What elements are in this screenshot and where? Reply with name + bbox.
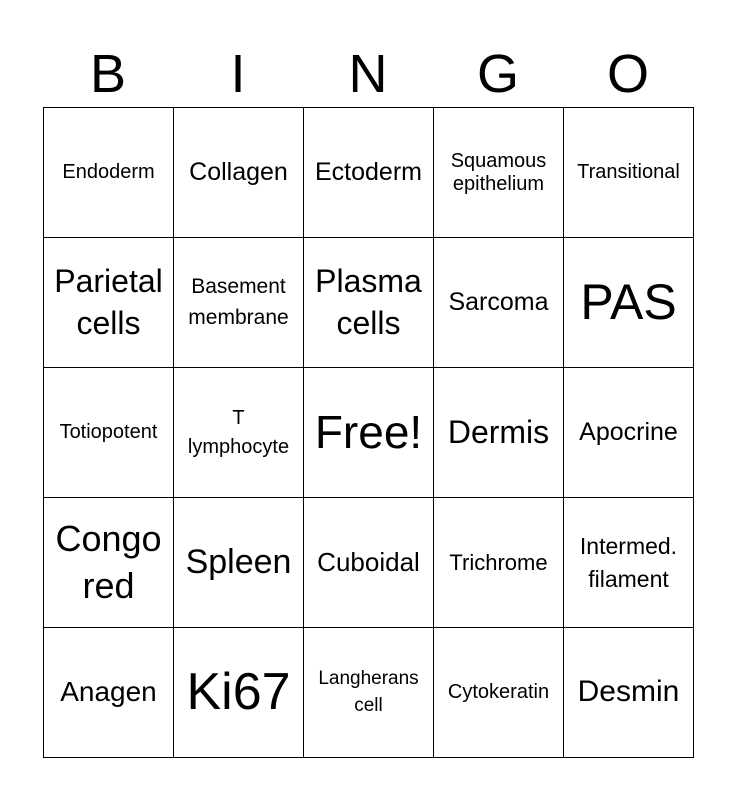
bingo-cell[interactable]: PAS	[564, 238, 694, 368]
bingo-cell[interactable]: Plasma cells	[304, 238, 434, 368]
bingo-cell[interactable]: Trichrome	[434, 498, 564, 628]
header-letter-g: G	[476, 44, 519, 104]
header-letter-n: N	[348, 44, 388, 104]
bingo-cell[interactable]: Cuboidal	[304, 498, 434, 628]
header-letter-i: I	[230, 44, 246, 104]
bingo-cell[interactable]: Collagen	[174, 108, 304, 238]
bingo-cell[interactable]: Ectoderm	[304, 108, 434, 238]
bingo-cell[interactable]: Desmin	[564, 628, 694, 758]
free-space[interactable]: Free!	[304, 368, 434, 498]
bingo-cell[interactable]: Spleen	[174, 498, 304, 628]
bingo-cell[interactable]: Totiopotent	[44, 368, 174, 498]
bingo-cell[interactable]: Intermed. filament	[564, 498, 694, 628]
header-letter-b: B	[89, 44, 127, 104]
bingo-cell[interactable]: Dermis	[434, 368, 564, 498]
bingo-cell[interactable]: Langherans cell	[304, 628, 434, 758]
bingo-cell[interactable]: Cytokeratin	[434, 628, 564, 758]
bingo-cell[interactable]: Apocrine	[564, 368, 694, 498]
bingo-cell[interactable]: Endoderm	[44, 108, 174, 238]
bingo-cell[interactable]: Anagen	[44, 628, 174, 758]
bingo-header	[43, 40, 693, 108]
bingo-cell[interactable]: T lymphocyte	[174, 368, 304, 498]
bingo-cell[interactable]: Squamous epithelium	[434, 108, 564, 238]
bingo-cell[interactable]: Transitional	[564, 108, 694, 238]
bingo-cell[interactable]: Sarcoma	[434, 238, 564, 368]
bingo-cell[interactable]: Parietal cells	[44, 238, 174, 368]
bingo-cell[interactable]: Congo red	[44, 498, 174, 628]
bingo-cell[interactable]: Basement membrane	[174, 238, 304, 368]
bingo-board	[43, 107, 694, 758]
bingo-cell[interactable]: Ki67	[174, 628, 304, 758]
header-letter-o: O	[606, 44, 649, 104]
